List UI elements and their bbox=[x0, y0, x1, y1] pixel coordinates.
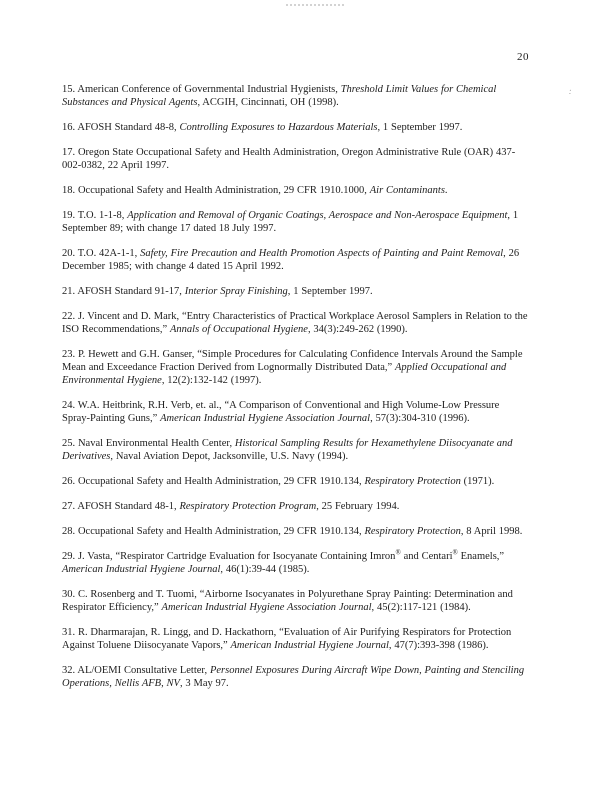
reference-text: 28. Occupational Safety and Health Administration, 29 CFR 1910.134, bbox=[62, 526, 365, 537]
reference-text: 27. AFOSH Standard 48-1, bbox=[62, 501, 180, 512]
reference-text: 19. T.O. 1-1-8, bbox=[62, 210, 128, 221]
reference-text: 24. W.A. Heitbrink, R.H. Verb, et. al., “A Comparison of Conventional and High Volume-Low Pressure Spray-Painting Guns,” bbox=[62, 400, 500, 424]
reference-text: 18. Occupational Safety and Health Administration, 29 CFR 1910.1000, bbox=[62, 185, 370, 196]
scan-artifact-colon: : bbox=[568, 85, 573, 97]
reference-item bbox=[62, 588, 528, 614]
reference-title-text: Respiratory Protection bbox=[364, 476, 461, 487]
reference-title-text: Annals of Occupational Hygiene bbox=[170, 324, 308, 335]
reference-text: 25. Naval Environmental Health Center, bbox=[62, 438, 235, 449]
reference-text: , 46(1):39-44 (1985). bbox=[220, 564, 310, 575]
references-list bbox=[62, 83, 528, 702]
reference-text: 16. AFOSH Standard 48-8, bbox=[62, 122, 180, 133]
reference-title-text: American Industrial Hygiene Association Journal bbox=[160, 413, 371, 424]
reference-text: . bbox=[444, 185, 448, 196]
reference-text: 21. AFOSH Standard 91-17, bbox=[62, 286, 185, 297]
reference-title-text: Respiratory Protection Program bbox=[179, 501, 317, 512]
reference-title-text: Application and Removal of Organic Coatings, Aerospace and Non-Aerospace Equipment bbox=[127, 210, 508, 221]
reference-title-text: Safety, Fire Precaution and Health Promotion Aspects of Painting and Paint Removal bbox=[140, 248, 504, 259]
reference-title-text: Personnel Exposures During Aircraft Wipe Down, Painting and Stenciling Operations, Nellis AFB, NV bbox=[62, 665, 525, 689]
reference-item bbox=[62, 83, 528, 109]
reference-title-text: Threshold Limit Values for Chemical Substances and Physical Agents bbox=[62, 84, 497, 108]
reference-text: , 34(3):249-262 (1990). bbox=[307, 324, 408, 335]
reference-text: , ACGIH, Cincinnati, OH (1998). bbox=[197, 97, 339, 108]
reference-item bbox=[62, 247, 528, 273]
reference-item bbox=[62, 121, 528, 134]
reference-text: 17. Oregon State Occupational Safety and Health Administration, Oregon Administrative Rule (OAR) 437-002-0382, 22 April 1997. bbox=[62, 147, 516, 171]
reference-text: and Centari bbox=[400, 551, 453, 562]
scan-artifact-dashes bbox=[286, 4, 344, 6]
reference-item bbox=[62, 399, 528, 425]
reference-text: 26. Occupational Safety and Health Administration, 29 CFR 1910.134, bbox=[62, 476, 365, 487]
reference-text: , 8 April 1998. bbox=[460, 526, 523, 537]
reference-text: , Naval Aviation Depot, Jacksonville, U.S. Navy (1994). bbox=[110, 451, 349, 462]
reference-text: , 1 September 1997. bbox=[377, 122, 463, 133]
reference-text: Enamels,” bbox=[457, 551, 505, 562]
reference-text: , 26 December 1985; with change 4 dated 15 April 1992. bbox=[62, 248, 520, 272]
page-number: 20 bbox=[517, 51, 529, 63]
reference-title-text: American Industrial Hygiene Journal bbox=[230, 640, 389, 651]
reference-title-text: Interior Spray Finishing bbox=[184, 286, 288, 297]
reference-text: , 45(2):117-121 (1984). bbox=[371, 602, 471, 613]
reference-item bbox=[62, 437, 528, 463]
reference-item bbox=[62, 310, 528, 336]
reference-text: , 1 September 1997. bbox=[287, 286, 373, 297]
reference-text: , 57(3):304-310 (1996). bbox=[370, 413, 470, 424]
reference-item bbox=[62, 209, 528, 235]
reference-text: , 47(7):393-398 (1986). bbox=[388, 640, 489, 651]
reference-text: , 25 February 1994. bbox=[316, 501, 400, 512]
reference-item bbox=[62, 184, 528, 197]
reference-item bbox=[62, 348, 528, 387]
reference-title-text: Historical Sampling Results for Hexamethylene Diisocyanate and Derivatives bbox=[62, 438, 513, 462]
reference-item bbox=[62, 500, 528, 513]
reference-item bbox=[62, 550, 528, 576]
reference-text: , 12(2):132-142 (1997). bbox=[161, 375, 262, 386]
reference-text: 32. AL/OEMI Consultative Letter, bbox=[62, 665, 210, 676]
reference-item bbox=[62, 146, 528, 172]
reference-item bbox=[62, 525, 528, 538]
reference-item bbox=[62, 475, 528, 488]
reference-text: , 3 May 97. bbox=[179, 678, 229, 689]
reference-text: ® bbox=[452, 548, 458, 557]
reference-item bbox=[62, 285, 528, 298]
reference-item bbox=[62, 626, 528, 652]
reference-text: (1971). bbox=[460, 476, 495, 487]
reference-text: , 1 September 89; with change 17 dated 18 July 1997. bbox=[62, 210, 519, 234]
reference-text: 23. P. Hewett and G.H. Ganser, “Simple Procedures for Calculating Confidence Intervals Around the Sample Mean and Exceedance Fraction Derived from Lognormally Distributed Data,” bbox=[62, 349, 523, 373]
reference-text: ® bbox=[395, 548, 401, 557]
reference-title-text: Controlling Exposures to Hazardous Materials bbox=[179, 122, 378, 133]
reference-title-text: Applied Occupational and Environmental Hygiene bbox=[62, 362, 507, 386]
reference-title-text: Respiratory Protection bbox=[364, 526, 461, 537]
reference-text: 31. R. Dharmarajan, R. Lingg, and D. Hackathorn, “Evaluation of Air Purifying Respirators for Protection Against Toluene Diisocyanate Vapors,” bbox=[62, 627, 512, 651]
reference-item bbox=[62, 664, 528, 690]
reference-text: 29. J. Vasta, “Respirator Cartridge Evaluation for Isocyanate Containing Imron bbox=[62, 551, 396, 562]
reference-title-text: Air Contaminants bbox=[369, 185, 445, 196]
reference-title-text: American Industrial Hygiene Association Journal bbox=[161, 602, 372, 613]
reference-text: 20. T.O. 42A-1-1, bbox=[62, 248, 141, 259]
reference-text: 22. J. Vincent and D. Mark, “Entry Characteristics of Practical Workplace Aerosol Samplers in Relation to the ISO Recommendations,” bbox=[62, 311, 528, 335]
reference-title-text: American Industrial Hygiene Journal bbox=[62, 564, 221, 575]
reference-text: 30. C. Rosenberg and T. Tuomi, “Airborne Isocyanates in Polyurethane Spray Painting: Determination and Respirator Efficiency,” bbox=[62, 589, 513, 613]
reference-text: 15. American Conference of Governmental Industrial Hygienists, bbox=[62, 84, 341, 95]
